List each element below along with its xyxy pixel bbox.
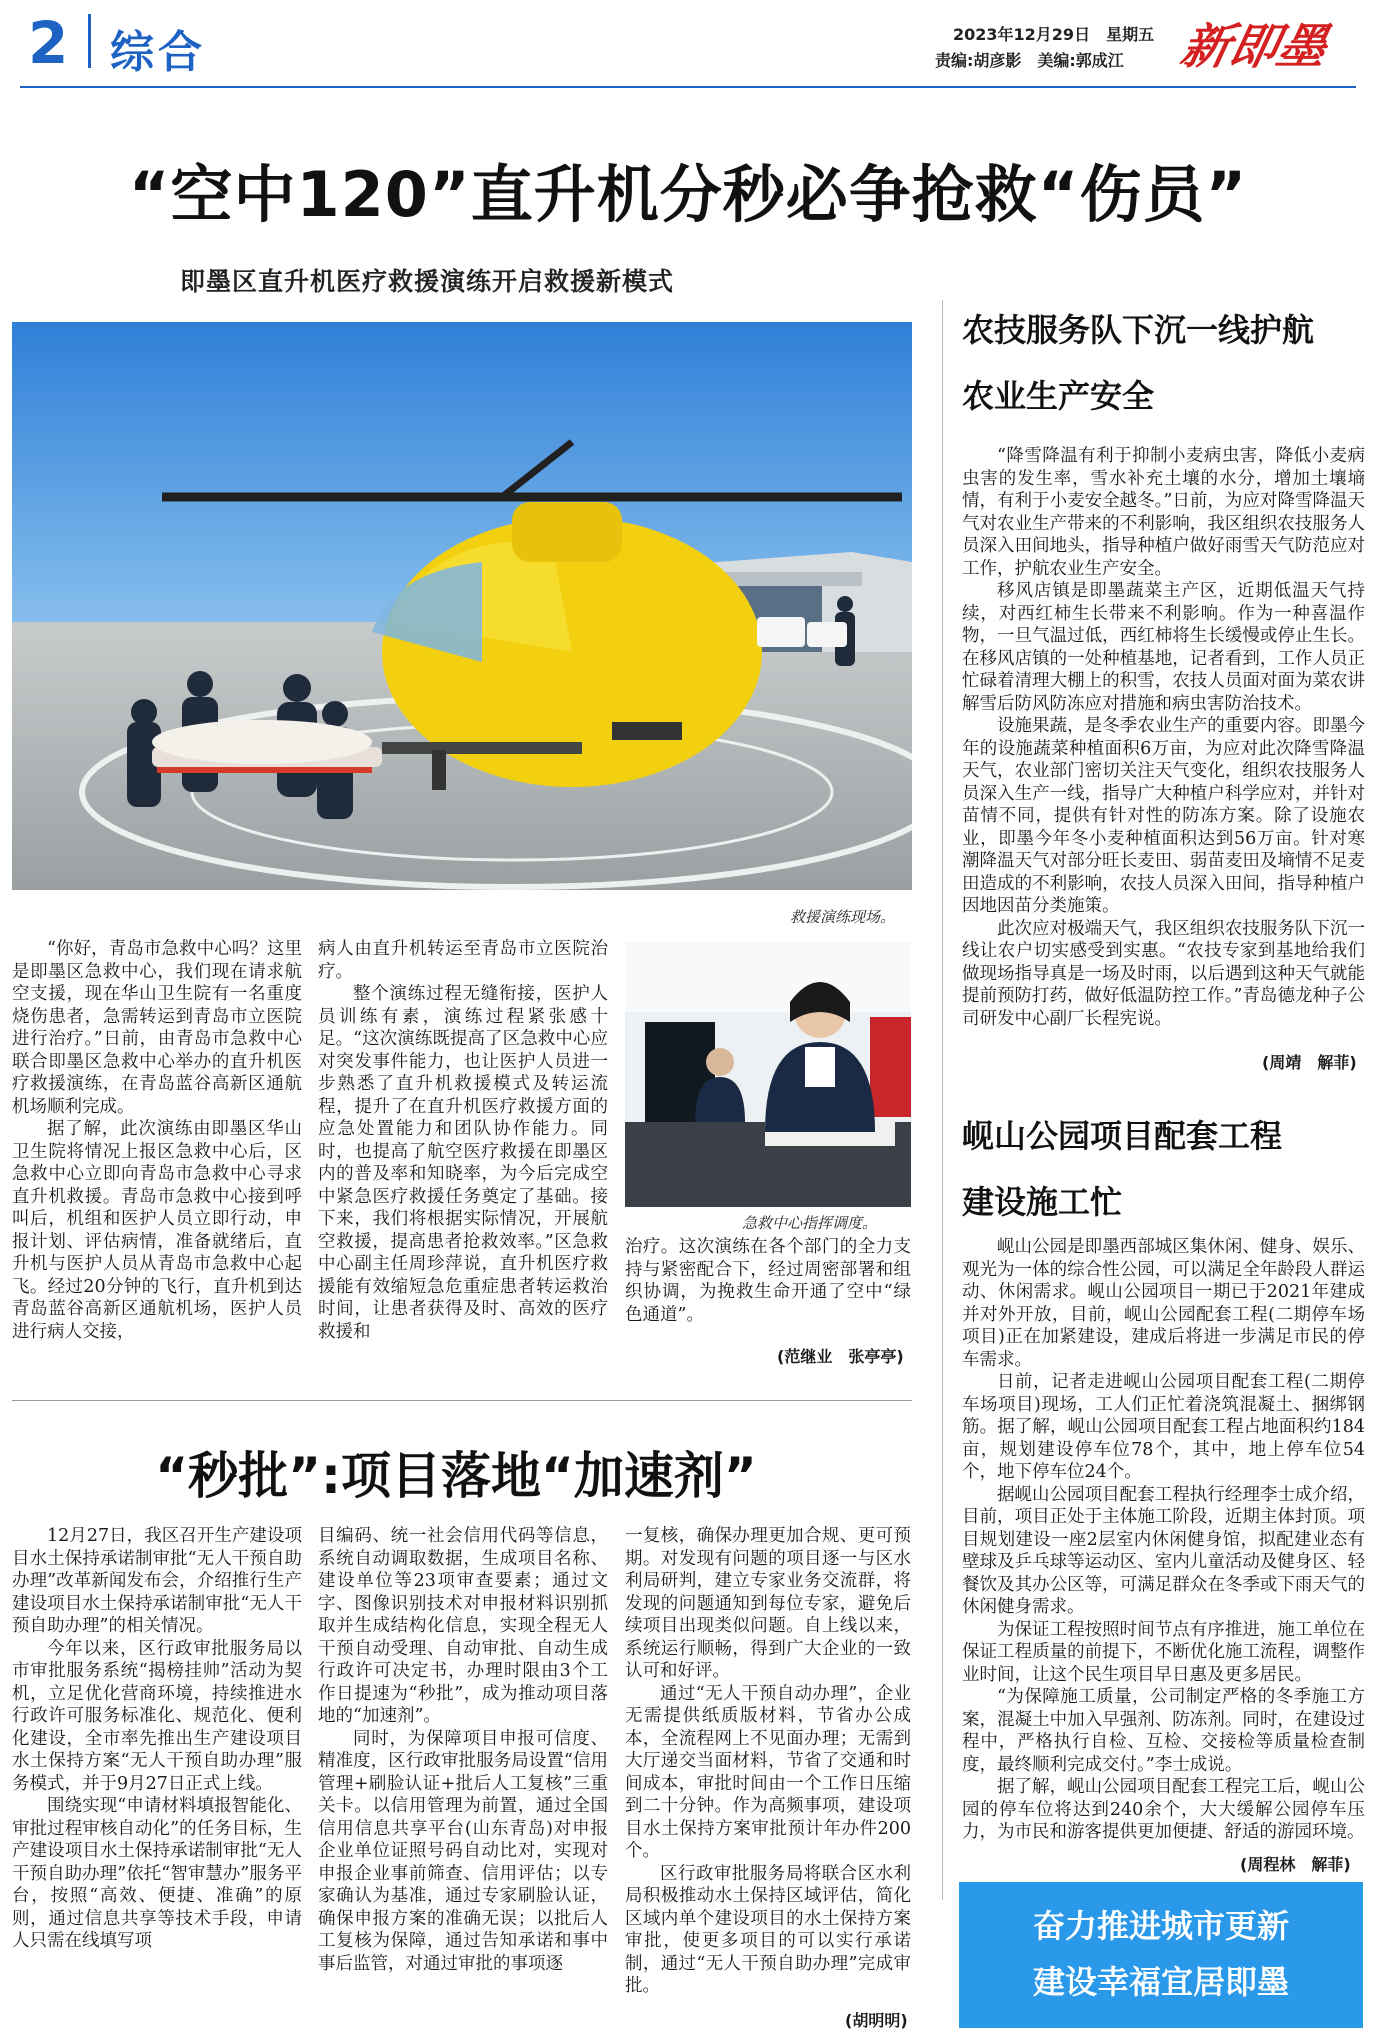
article4-paragraph: 日前，记者走进岘山公园项目配套工程(二期停车场项目)现场，工人们正忙着浇筑混凝土、捆绑钢筋。据了解，岘山公园项目配套工程占地面积约184亩，规划建设停车位78个，其中，地上停车位54个，地下停车位24个。 (962, 1372, 1365, 1482)
article2-paragraph: 围绕实现“申请材料填报智能化、审批过程审核自动化”的任务目标，生产建设项目水土保持承诺制审批“无人干预自助办理”依托“智审慧办”服务平台，按照“高效、便捷、准确”的原则，通过信息共享等技术手段，申请人只需在线填写项 (12, 1796, 302, 1951)
article1-paragraph: “你好，青岛市急救中心吗？这里是即墨区急救中心，我们现在请求航空支援，现在华山卫生院有一名重度烧伤患者，急需转运到青岛市立医院进行治疗。”日前，由青岛市急救中心联合即墨区急救中心举办的直升机医疗救援演练，在青岛蓝谷高新区通航机场顺利完成。 (12, 939, 302, 1117)
article1-column-1 (12, 938, 302, 1343)
article1-column-2 (318, 938, 608, 1343)
article4-paragraph: 为保证工程按照时间节点有序推进，施工单位在保证工程质量的前提下，不断优化施工流程，调整作业时间，让这个民生项目早日惠及更多居民。 (962, 1619, 1365, 1685)
article2-column-3 (625, 1525, 911, 1998)
article4-byline: (周程林 解菲) (1240, 1855, 1351, 1874)
article2-paragraph: 目编码、统一社会信用代码等信息，系统自动调取数据，生成项目名称、建设单位等23项审查要素；通过文字、图像识别技术对申报材料识别抓取并生成结构化信息，实现全程无人干预自动受理、自动审批、自动生成行政许可决定书，办理时限由3个工作日提速为“秒批”，成为推动项目落地的“加速剂”。 (318, 1526, 608, 1726)
article2-byline: (胡明明) (845, 2011, 908, 2030)
column-divider (942, 300, 943, 1900)
article1-paragraph: 整个演练过程无缝衔接，医护人员训练有素，演练过程紧张感十足。“这次演练既提高了区急救中心应对突发事件能力，也让医护人员进一步熟悉了直升机救援模式及转运流程，提升了在直升机医疗救援方面的应急处置能力和团队协作能力。同时，也提高了航空医疗救援在即墨区内的普及率和知晓率，为今后完成空中紧急医疗救援任务奠定了基础。接下来，我们将根据实际情况，开展航空救援，提高患者抢救效率。”区急救中心副主任周珍萍说，直升机医疗救援能有效缩短急危重症患者转运救治时间，让患者获得及时、高效的医疗救援和 (318, 984, 608, 1342)
article2-column-1 (12, 1525, 302, 1953)
article2-paragraph: 今年以来，区行政审批服务局以市审批服务系统“揭榜挂帅”活动为契机，立足优化营商环境，持续推进水行政许可服务标准化、规范化、便利化建设，全市率先推出生产建设项目水土保持方案“无人干预自助办理”服务模式，并于9月27日正式上线。 (12, 1638, 302, 1794)
article4-paragraph: “为保障施工质量，公司制定严格的冬季施工方案，混凝土中加入早强剂、防冻剂。同时，在建设过程中，严格执行自检、互检、交接检等质量检查制度，最终顺利完成交付。”李士成说。 (962, 1687, 1365, 1775)
newspaper-logo: 新即墨 (1176, 19, 1333, 75)
article2-column-2 (318, 1525, 608, 1975)
slogan-banner (959, 1882, 1363, 2028)
article2-paragraph: 同时，为保障项目申报可信度、精准度，区行政审批服务局设置“信用管理+刷脸认证+批后人工复核”三重关卡。以信用管理为前置，通过全国信用信息共享平台(山东青岛)对申报企业单位证照号码自动比对，实现对申报企业事前筛查、信用评估；以专家确认为基准，通过专家刷脸认证，确保申报方案的准确无误；以批后人工复核为保障，通过告知承诺和事中事后监管，对通过审批的事项逐 (318, 1728, 608, 1974)
article1-paragraph: 治疗。这次演练在各个部门的全力支持与紧密配合下，经过周密部署和组织协调，为挽救生命开通了空中“绿色通道”。 (625, 1237, 911, 1325)
article1-column-3 (625, 1236, 911, 1326)
article3-byline: (周靖 解菲) (1262, 1053, 1357, 1072)
article2-paragraph: 一复核，确保办理更加合规、更可预期。对发现有问题的项目逐一与区水利局研判，建立专家业务交流群，将发现的问题通知到每位专家，避免后续项目出现类似问题。自上线以来，系统运行顺畅，得到广大企业的一致认可和好评。 (625, 1526, 911, 1681)
article3-paragraph: 移风店镇是即墨蔬菜主产区，近期低温天气持续，对西红柿生长带来不利影响。作为一种喜温作物，一旦气温过低，西红柿将生长缓慢或停止生长。在移风店镇的一处种植基地，记者看到，工作人员正忙碌着清理大棚上的积雪，农技人员面对面为菜农讲解雪后防风防冻应对措施和病虫害防治技术。 (962, 581, 1365, 714)
editors-credit: 责编:胡彦影 美编:郭成江 (935, 51, 1124, 70)
article1-subheadline: 即墨区直升机医疗救援演练开启救援新模式 (180, 267, 675, 296)
article4-headline-line2: 建设施工忙 (962, 1183, 1123, 1221)
slogan-line-2: 建设幸福宜居即墨 (1032, 1963, 1289, 2001)
article1-byline: (范继业 张亭亭) (777, 1347, 904, 1366)
article3-paragraph: 此次应对极端天气，我区组织农技服务队下沉一线让农户切实感受到实惠。“农技专家到基地给我们做现场指导真是一场及时雨，以后遇到这种天气就能提前预防打药，做好低温防控工作。”青岛德龙种子公司研发中心副厂长程宪说。 (962, 918, 1365, 1029)
article3-body (962, 445, 1365, 1030)
article2-paragraph: 通过“无人干预自动办理”，企业无需提供纸质版材料，节省办公成本，全流程网上不见面办理；无需到大厅递交当面材料，节省了交通和时间成本，审批时间由一个工作日压缩到二十分钟。作为高频事项，建设项目水土保持方案审批预计年办件200个。 (625, 1683, 911, 1861)
dispatch-center-photo (625, 942, 911, 1207)
article4-paragraph: 岘山公园是即墨西部城区集休闲、健身、娱乐、观光为一体的综合性公园，可以满足全年龄段人群运动、休闲需求。岘山公园项目一期已于2021年建成并对外开放，目前，岘山公园配套工程(二期停车场项目)正在加紧建设，建成后将进一步满足市民的停车需求。 (962, 1237, 1365, 1370)
article2-paragraph: 12月27日，我区召开生产建设项目水土保持承诺制审批“无人干预自助办理”改革新闻发布会，介绍推行生产建设项目水土保持承诺制审批“无人干预自助办理”的相关情况。 (12, 1526, 302, 1636)
header-divider (88, 14, 91, 68)
article3-paragraph: 设施果蔬，是冬季农业生产的重要内容。即墨今年的设施蔬菜种植面积6万亩，为应对此次降雪降温天气，农业部门密切关注天气变化，组织农技服务人员深入生产一线，指导广大种植户科学应对，并针对苗情不同，提供有针对性的防冻方案。除了设施农业，即墨今年冬小麦种植面积达到56万亩。针对寒潮降温天气对部分旺长麦田、弱苗麦田及墒情不足麦田造成的不利影响，农技人员深入田间，指导种植户因地因苗分类施策。 (962, 716, 1365, 916)
slogan-line-1: 奋力推进城市更新 (1032, 1907, 1289, 1945)
helicopter-illustration (12, 322, 912, 890)
section-divider (12, 1400, 912, 1401)
article3-paragraph: “降雪降温有利于抑制小麦病虫害，降低小麦病虫害的发生率，雪水补充土壤的水分，增加土壤墒情，有利于小麦安全越冬。”日前，为应对降雪降温天气对农业生产带来的不利影响，我区组织农技服务人员深入田间地头，指导种植户做好雨雪天气防范应对工作，护航农业生产安全。 (962, 446, 1365, 579)
article2-paragraph: 区行政审批服务局将联合区水利局积极推动水土保持区域评估，简化区域内单个建设项目的水土保持方案审批，使更多项目的可以实行承诺制，通过“无人干预自助办理”完成审批。 (625, 1863, 911, 1996)
article4-paragraph: 据岘山公园项目配套工程执行经理李士成介绍，目前，项目正处于主体施工阶段，近期主体封顶。项目规划建设一座2层室内休闲健身馆，拟配建业态有壁球及乒乓球等运动区、室内儿童活动及健身区、轻餐饮及其办公区等，可满足群众在冬季或下雨天气的休闲健身需求。 (962, 1484, 1365, 1617)
issue-date: 2023年12月29日 星期五 (953, 25, 1155, 44)
article4-paragraph: 据了解，岘山公园项目配套工程完工后，岘山公园的停车位将达到240余个，大大缓解公园停车压力，为市民和游客提供更加便捷、舒适的游园环境。 (962, 1777, 1365, 1842)
photo1-caption: 救援演练现场。 (790, 908, 896, 926)
article4-body (962, 1236, 1365, 1844)
article4-headline-line1: 岘山公园项目配套工程 (962, 1117, 1283, 1155)
article2-headline: “秒批”:项目落地“加速剂” (155, 1447, 757, 1505)
article1-paragraph: 据了解，此次演练由即墨区华山卫生院将情况上报区急救中心后，区急救中心立即向青岛市急救中心寻求直升机救援。青岛市急救中心接到呼叫后，机组和医护人员立即行动，申报计划、评估病情，准备就绪后，直升机与医护人员从青岛市急救中心起飞。经过20分钟的飞行，直升机到达青岛蓝谷高新区通航机场，医护人员进行病人交接， (12, 1119, 302, 1342)
dispatch-illustration (625, 942, 911, 1207)
article3-headline-line1: 农技服务队下沉一线护航 (962, 311, 1315, 349)
article1-headline: “空中120”直升机分秒必争抢救“伤员” (128, 158, 1248, 231)
header-rule (20, 86, 1356, 88)
section-name: 综合 (110, 27, 206, 78)
photo2-caption: 急救中心指挥调度。 (742, 1214, 878, 1232)
page-number: 2 (28, 9, 69, 77)
article1-paragraph: 病人由直升机转运至青岛市立医院治疗。 (318, 939, 608, 982)
helicopter-rescue-photo (12, 322, 912, 890)
article3-headline-line2: 农业生产安全 (962, 377, 1155, 415)
